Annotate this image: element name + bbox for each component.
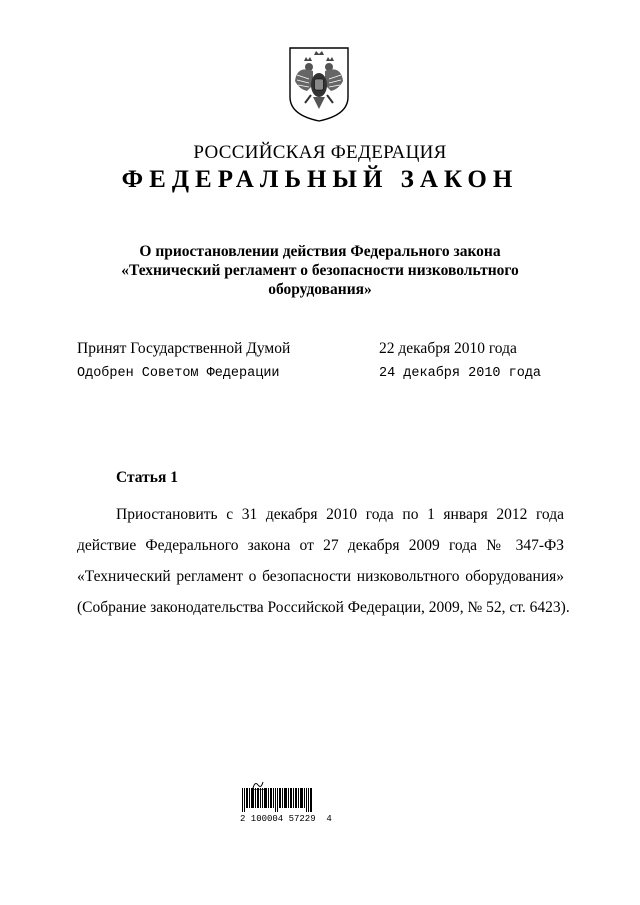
adoption-org: Принят Государственной Думой: [77, 340, 291, 357]
law-title: [80, 242, 560, 299]
country-name: РОССИЙСКАЯ ФЕДЕРАЦИЯ: [193, 142, 447, 163]
adoption-date: 22 декабря 2010 года: [379, 340, 517, 357]
coat-of-arms-icon: [287, 45, 351, 123]
law-title-line: «Технический регламент о безопасности низковольтного: [121, 262, 519, 279]
article-body: [77, 499, 570, 623]
barcode-number: 2 100004 57229 4: [240, 814, 332, 824]
barcode-icon: [242, 788, 312, 812]
article-line: «Технический регламент о безопасности низковольтного оборудования»: [77, 568, 564, 585]
stamp-mark-icon: [252, 777, 264, 787]
article-line: действие Федерального закона от 27 декабря 2009 года № 347-ФЗ: [77, 537, 564, 554]
article-heading: Статья 1: [116, 469, 178, 486]
law-title-line: О приостановлении действия Федерального закона: [139, 243, 501, 260]
adoption-date: 24 декабря 2010 года: [379, 366, 542, 381]
article-line: Приостановить с 31 декабря 2010 года по 1 января 2012 года: [116, 506, 564, 523]
barcode: [238, 777, 332, 825]
law-title-line: оборудования»: [268, 281, 372, 298]
article-line: (Собрание законодательства Российской Федерации, 2009, № 52, ст. 6423).: [77, 599, 570, 616]
document-type: ФЕДЕРАЛЬНЫЙ ЗАКОН: [121, 166, 519, 193]
adoption-org: Одобрен Советом Федерации: [77, 366, 280, 381]
